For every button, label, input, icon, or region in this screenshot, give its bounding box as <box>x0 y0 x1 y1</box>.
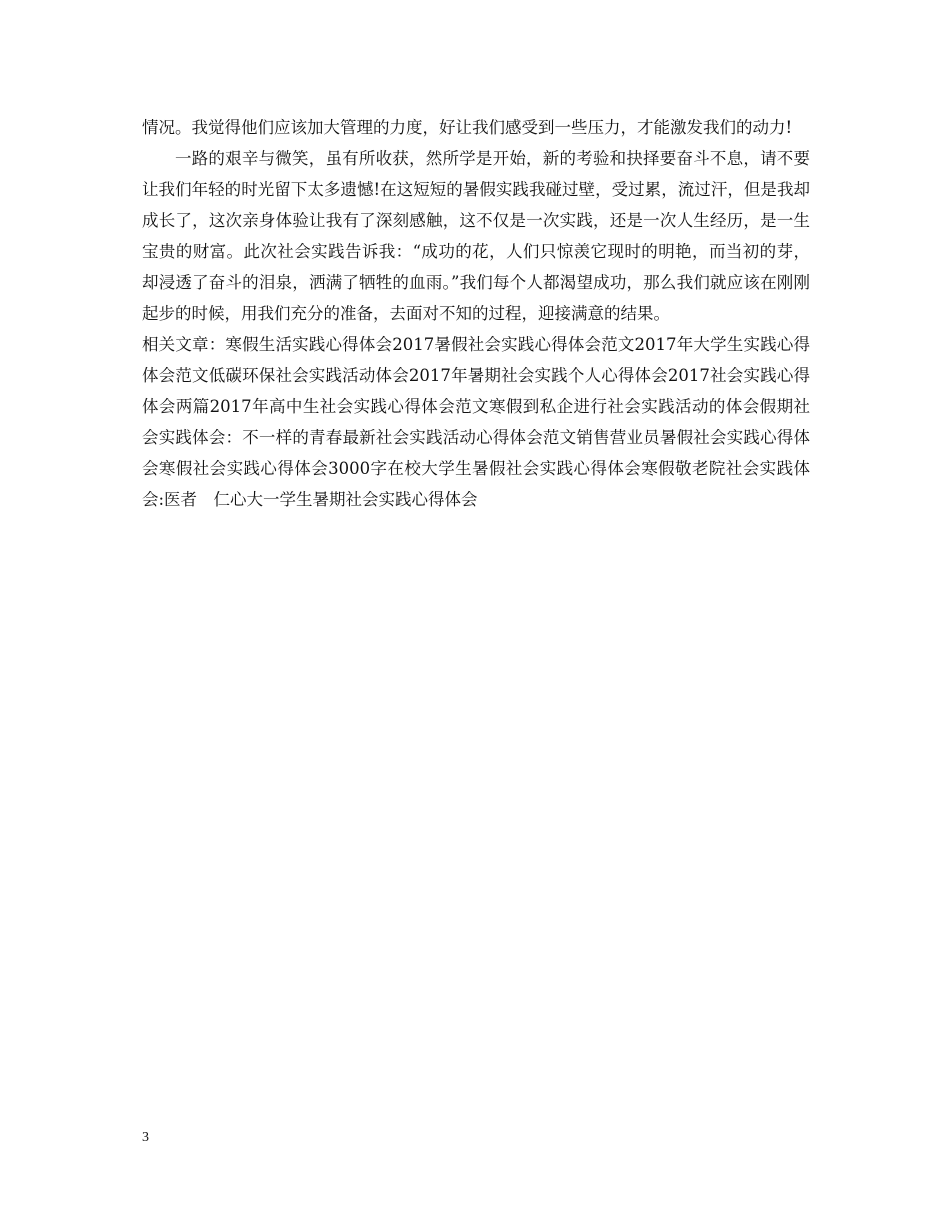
page-number: 3 <box>142 1130 149 1145</box>
related-articles: 相关文章：寒假生活实践心得体会2017暑假社会实践心得体会范文2017年大学生实践心得体会范文低碳环保社会实践活动体会2017年暑期社会实践个人心得体会2017社会实践心得体会两篇2017年高中生社会实践心得体会范文寒假到私企进行社会实践活动的体会假期社会实践体会：不一样的青春最新社会实践活动心得体会范文销售营业员暑假社会实践心得体会寒假社会实践心得体会3000字在校大学生暑假社会实践心得体会寒假敬老院社会实践体会:医者 仁心大一学生暑期社会实践心得体会 <box>142 335 810 509</box>
paragraph-main: 一路的艰辛与微笑，虽有所收获，然所学是开始，新的考验和抉择要奋斗不息，请不要让我们年轻的时光留下太多遗憾!在这短短的暑假实践我碰过壁，受过累，流过汗，但是我却成长了，这次亲身体验让我有了深刻感触，这不仅是一次实践，还是一次人生经历，是一生宝贵的财富。此次社会实践告诉我：“成功的花，人们只惊羡它现时的明艳，而当初的芽，却浸透了奋斗的泪泉，洒满了牺牲的血雨。”我们每个人都渴望成功，那么我们就应该在刚刚起步的时候，用我们充分的准备，去面对不知的过程，迎接满意的结果。 <box>142 149 810 323</box>
document-body <box>142 112 810 515</box>
paragraph-continuation: 情况。我觉得他们应该加大管理的力度，好让我们感受到一些压力，才能激发我们的动力! <box>142 118 793 137</box>
